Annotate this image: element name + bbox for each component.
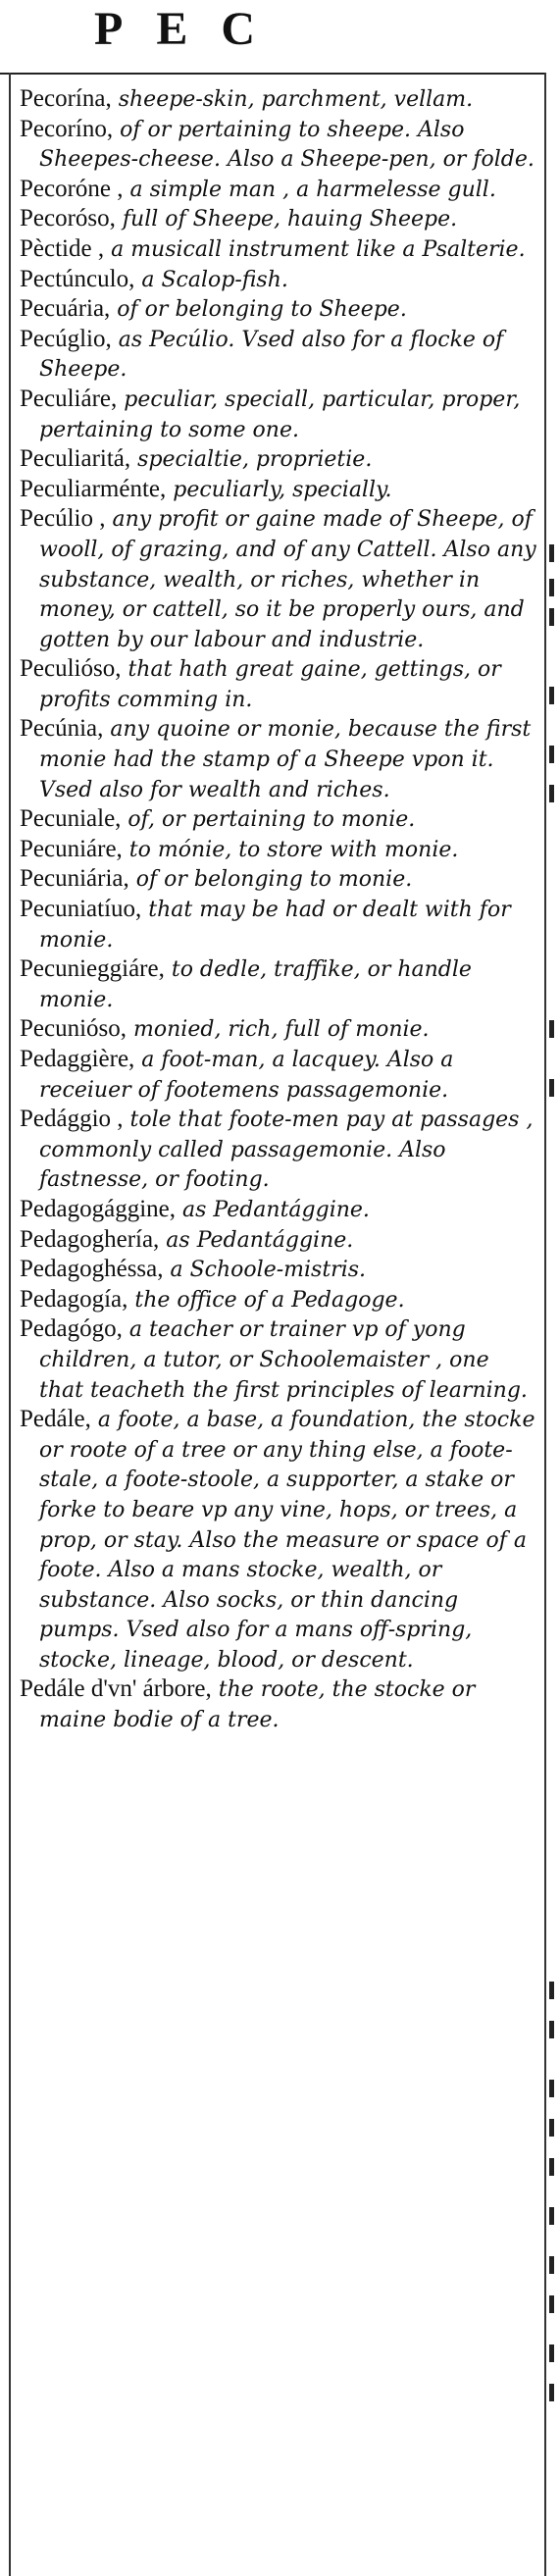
dictionary-entry [20, 475, 537, 505]
dictionary-entry [20, 444, 537, 475]
entry-headword: Pecunióso, [20, 1015, 127, 1043]
adjacent-column-fragment [549, 1982, 554, 1999]
adjacent-column-fragment [549, 1079, 554, 1097]
entry-headword: Peculiáre, [20, 385, 118, 412]
entry-definition: monied, rich, full of monie. [127, 1017, 430, 1043]
dictionary-entry [20, 294, 537, 325]
entry-headword: Pedagoghería, [20, 1225, 160, 1253]
entry-headword: Pecuniáre, [20, 835, 123, 862]
entry-definition: of or belonging to Sheepe. [110, 297, 407, 323]
dictionary-column [20, 84, 537, 1735]
entry-headword: Pedagogía, [20, 1285, 128, 1313]
entry-headword: Pecuniale, [20, 805, 122, 833]
dictionary-entry [20, 1674, 537, 1734]
entry-definition: to mónie, to store with monie. [122, 837, 459, 862]
dictionary-entry [20, 1195, 537, 1225]
adjacent-column-fragment [549, 2344, 554, 2362]
entry-definition: peculiar, speciall, particular, proper, pertaining to some one. [39, 386, 521, 442]
dictionary-entry [20, 1285, 537, 1315]
entry-headword: Pecoríno, [20, 115, 114, 142]
entry-headword: Pecoróne , [20, 175, 124, 202]
entry-definition: specialtie, proprietie. [130, 447, 373, 473]
dictionary-entry [20, 1255, 537, 1285]
entry-headword: Pecuária, [20, 295, 111, 323]
entry-definition: to dedle, traffike, or handle monie. [39, 957, 472, 1012]
entry-headword: Peculiarménte, [20, 475, 167, 502]
dictionary-entry [20, 385, 537, 444]
entry-definition: that hath great gaine, gettings, or profits comming in. [39, 657, 501, 712]
dictionary-entry [20, 204, 537, 234]
dictionary-entry [20, 714, 537, 804]
dictionary-entry [20, 1014, 537, 1045]
adjacent-column-fragment [549, 2295, 554, 2313]
dictionary-entry [20, 654, 537, 714]
entry-headword: Pecúlio , [20, 505, 106, 533]
adjacent-column-fragment [549, 2256, 554, 2274]
dictionary-entry [20, 234, 537, 265]
header-rule [0, 73, 545, 75]
dictionary-entry [20, 115, 537, 175]
entry-headword: Pedále d'vn' árbore, [20, 1675, 212, 1703]
entry-headword: Pedále, [20, 1406, 91, 1433]
dictionary-entry [20, 84, 537, 115]
entry-definition: a musicall instrument like a Psalterie. [104, 236, 526, 262]
dictionary-entry [20, 804, 537, 835]
entry-definition: any profit or gaine made of Sheepe, of wooll, of grazing, and of any Cattell. Also any substance, wealth, or riches, whether in money, or cattell, so it be properly ours, and gotten by our labour and industrie. [39, 507, 536, 652]
dictionary-entry [20, 864, 537, 895]
dictionary-entry [20, 265, 537, 295]
adjacent-column-fragment [549, 608, 554, 626]
entry-definition: the roote, the stocke or maine bodie of a tree. [39, 1677, 476, 1733]
entry-headword: Pecoróso, [20, 205, 116, 232]
dictionary-entry [20, 1105, 537, 1195]
dictionary-entry [20, 895, 537, 954]
entry-headword: Pectúnculo, [20, 265, 135, 292]
dictionary-entry [20, 954, 537, 1014]
adjacent-column-fragment [549, 2080, 554, 2097]
entry-definition: that may be had or dealt with for monie. [39, 898, 511, 953]
adjacent-column-fragment [549, 785, 554, 802]
entry-definition: full of Sheepe, hauing Sheepe. [115, 207, 458, 232]
entry-headword: Pedaggière, [20, 1046, 135, 1072]
entry-headword: Pecorína, [20, 85, 112, 112]
entry-definition: as Pedantággine. [159, 1227, 354, 1253]
column-left-rule [9, 73, 11, 2576]
entry-headword: Pecuniária, [20, 865, 129, 893]
dictionary-entry [20, 1225, 537, 1256]
entry-headword: Pecuniatíuo, [20, 896, 142, 923]
entry-headword: Pedággio , [20, 1106, 124, 1133]
entry-definition: as Pedantággine. [175, 1197, 370, 1222]
entry-definition: a teacher or trainer vp of yong children, a tutor, or Schoolemaister , one that teacheth the first principles of learning. [39, 1317, 528, 1403]
entry-definition: tole that foote-men pay at passages , commonly called passagemonie. Also fastnesse, or footing. [39, 1108, 534, 1193]
entry-headword: Pedagoghéssa, [20, 1256, 164, 1283]
entry-definition: a Scalop-fish. [134, 267, 288, 292]
adjacent-column-fragment [549, 2021, 554, 2038]
adjacent-column-fragment [549, 2158, 554, 2176]
adjacent-column-fragment [549, 2384, 554, 2401]
entry-headword: Peculiaritá, [20, 445, 131, 473]
entry-headword: Pèctide , [20, 234, 105, 262]
dictionary-entry [20, 325, 537, 385]
entry-headword: Peculióso, [20, 655, 122, 683]
adjacent-column-fragment [549, 687, 554, 704]
adjacent-column-fragment [549, 2119, 554, 2137]
entry-definition: sheepe-skin, parchment, vellam. [111, 87, 474, 112]
entry-definition: peculiarly, specially. [166, 477, 392, 502]
adjacent-column-fragment [549, 579, 554, 596]
entry-definition: of, or pertaining to monie. [121, 807, 416, 833]
dictionary-entry [20, 1045, 537, 1105]
adjacent-column-fragment [549, 544, 554, 562]
entry-definition: a simple man , a harmelesse gull. [123, 177, 496, 202]
entry-headword: Pecúnia, [20, 715, 104, 743]
entry-definition: a foot-man, a lacquey. Also a receiuer of footemens passagemonie. [39, 1048, 454, 1103]
entry-definition: a Schoole-mistris. [163, 1258, 367, 1283]
entry-definition: of or pertaining to sheepe. Also Sheepes-cheese. Also a Sheepe-pen, or folde. [39, 117, 535, 173]
dictionary-entry [20, 175, 537, 205]
entry-headword: Pecúglio, [20, 325, 112, 352]
entry-headword: Pedagógo, [20, 1315, 123, 1343]
dictionary-entry [20, 1405, 537, 1674]
dictionary-entry [20, 835, 537, 865]
dictionary-entry [20, 1314, 537, 1405]
adjacent-column-fragment [549, 1020, 554, 1038]
column-right-rule [544, 73, 546, 2576]
entry-definition: the office of a Pedagoge. [127, 1287, 405, 1313]
entry-headword: Pedagogággine, [20, 1195, 176, 1222]
entry-definition: of or belonging to monie. [128, 867, 413, 893]
adjacent-column-fragment [549, 2207, 554, 2225]
running-head: PEC [94, 3, 288, 55]
entry-definition: any quoine or monie, because the first monie had the stamp of a Sheepe vpon it. Vsed also for wealth and riches. [39, 717, 532, 802]
adjacent-column-edge [549, 78, 560, 2570]
dictionary-entry [20, 504, 537, 654]
entry-definition: a foote, a base, a foundation, the stocke or roote of a tree or any thing else, a foote-stale, a foote-stoole, a supporter, a stake or forke to beare vp any vine, hops, or trees, a prop, or stay. Also the measure or space of a foote. Also a mans stocke, wealth, or substance. Also socks, or thin dancing pumps. Vsed also for a mans off-spring, stocke, lineage, blood, or descent. [39, 1408, 535, 1673]
entry-definition: as Pecúlio. Vsed also for a flocke of Sheepe. [39, 327, 504, 383]
entry-headword: Pecunieggiáre, [20, 955, 165, 983]
adjacent-column-fragment [549, 746, 554, 763]
page-header [0, 0, 560, 69]
